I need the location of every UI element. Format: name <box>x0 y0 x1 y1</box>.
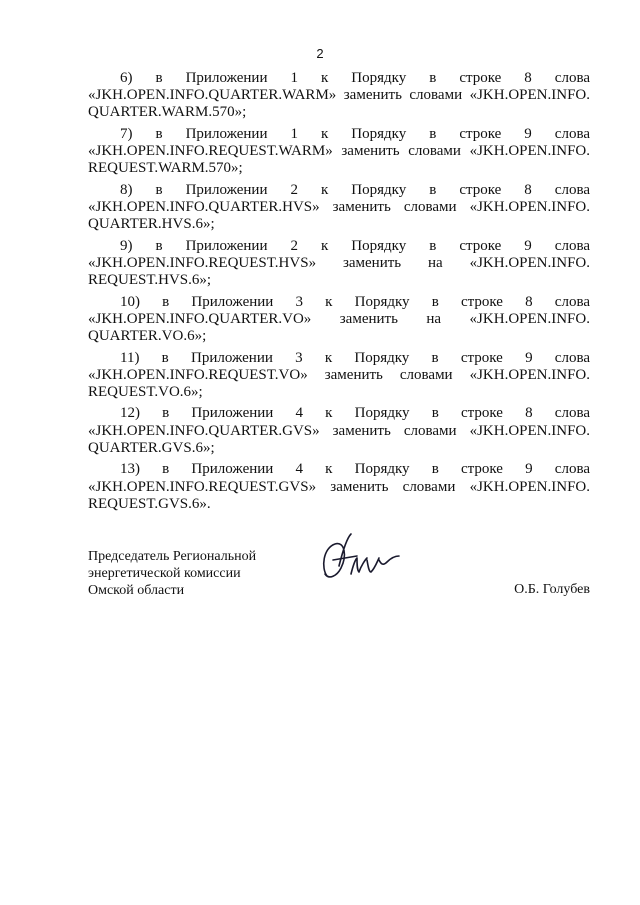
item-line: 8) в Приложении 2 к Порядку в строке 8 слова <box>120 181 590 198</box>
item-line: «JKH.OPEN.INFO.QUARTER.HVS» заменить словами «JKH.OPEN.INFO. <box>88 199 590 216</box>
list-item <box>88 70 590 122</box>
item-line: 9) в Приложении 2 к Порядку в строке 9 слова <box>120 237 590 254</box>
item-line: QUARTER.WARM.570»; <box>88 104 247 121</box>
item-line: 6) в Приложении 1 к Порядку в строке 8 слова <box>120 70 590 86</box>
item-line: QUARTER.HVS.6»; <box>88 216 215 233</box>
item-line: 13) в Приложении 4 к Порядку в строке 9 слова <box>120 461 590 478</box>
list-item <box>88 405 590 457</box>
item-line: «JKH.OPEN.INFO.REQUEST.VO» заменить словами «JKH.OPEN.INFO. <box>88 366 590 383</box>
signatory-name: О.Б. Голубев <box>514 582 590 597</box>
item-line: QUARTER.VO.6»; <box>88 328 207 345</box>
list-item <box>88 294 590 346</box>
item-line: «JKH.OPEN.INFO.REQUEST.HVS» заменить на «JKH.OPEN.INFO. <box>88 254 590 271</box>
item-line: «JKH.OPEN.INFO.QUARTER.VO» заменить на «JKH.OPEN.INFO. <box>88 310 590 327</box>
item-line: «JKH.OPEN.INFO.REQUEST.GVS» заменить словами «JKH.OPEN.INFO. <box>88 478 590 495</box>
item-line: «JKH.OPEN.INFO.REQUEST.WARM» заменить словами «JKH.OPEN.INFO. <box>88 143 590 160</box>
page-number: 2 <box>316 46 324 61</box>
item-line: REQUEST.WARM.570»; <box>88 160 243 177</box>
item-line: «JKH.OPEN.INFO.QUARTER.GVS» заменить словами «JKH.OPEN.INFO. <box>88 422 590 439</box>
list-item <box>88 126 590 178</box>
signature-block <box>88 548 590 608</box>
item-line: REQUEST.GVS.6». <box>88 495 211 512</box>
list-item <box>88 182 590 234</box>
item-line: 10) в Приложении 3 к Порядку в строке 8 слова <box>120 293 590 310</box>
item-line: QUARTER.GVS.6»; <box>88 439 215 456</box>
item-line: 12) в Приложении 4 к Порядку в строке 8 слова <box>120 405 590 422</box>
item-line: 11) в Приложении 3 к Порядку в строке 9 слова <box>120 349 590 366</box>
item-line: «JKH.OPEN.INFO.QUARTER.WARM» заменить словами «JKH.OPEN.INFO. <box>88 87 590 104</box>
item-line: REQUEST.VO.6»; <box>88 383 203 400</box>
item-line: REQUEST.HVS.6»; <box>88 272 212 289</box>
signatory-title <box>88 548 256 599</box>
signatory-title-line: Председатель Региональной <box>88 549 257 564</box>
list-item <box>88 350 590 402</box>
amendment-list <box>88 70 590 517</box>
signatory-title-line: Омской области <box>88 583 185 598</box>
handwritten-signature <box>313 530 401 594</box>
list-item <box>88 238 590 290</box>
item-line: 7) в Приложении 1 к Порядку в строке 9 слова <box>120 125 590 142</box>
signatory-title-line: энергетической комиссии <box>88 566 241 581</box>
list-item <box>88 461 590 513</box>
